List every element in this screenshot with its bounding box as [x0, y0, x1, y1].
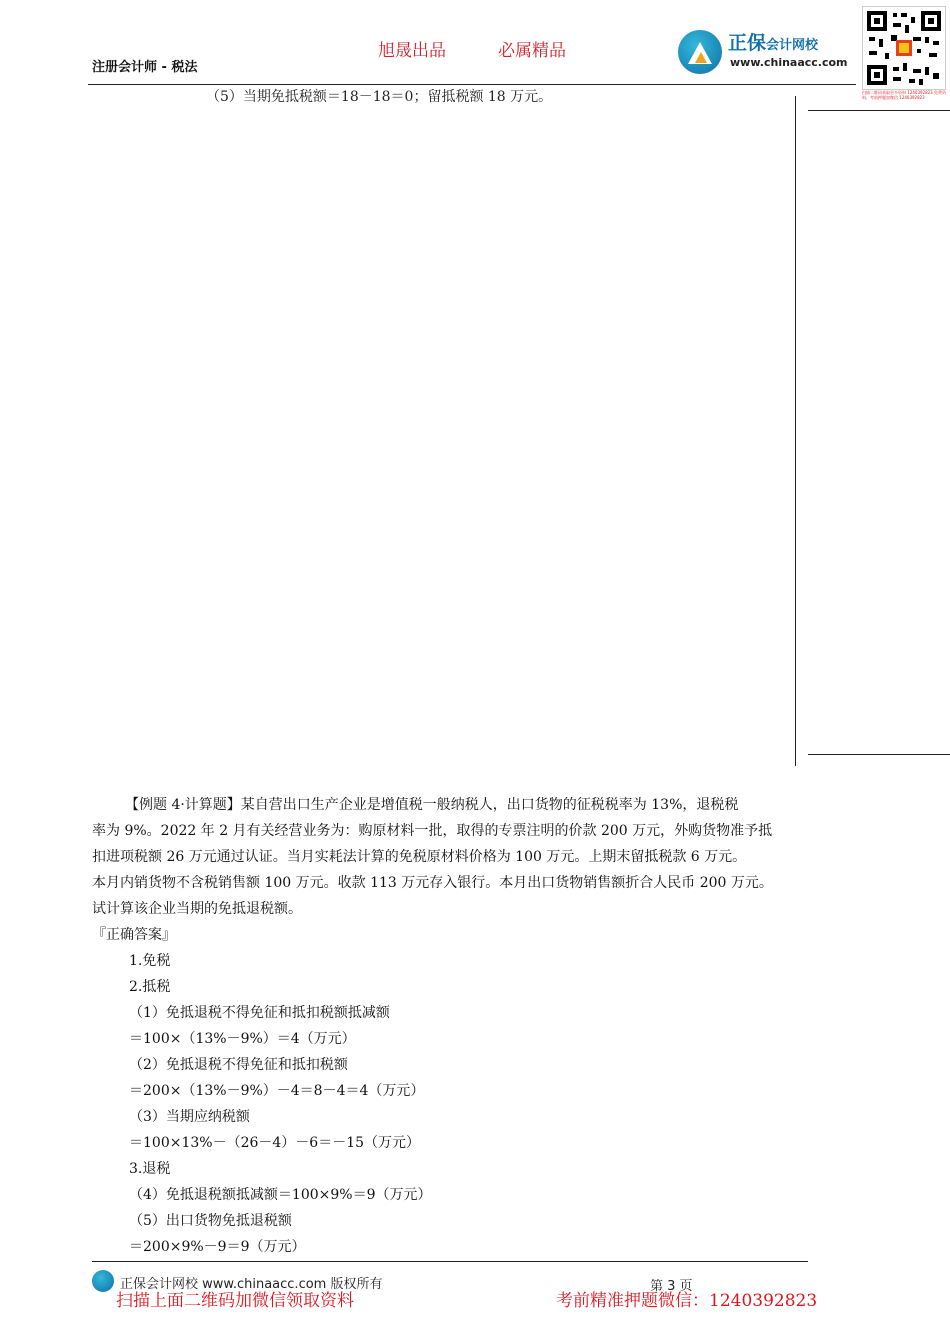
slogan-1: 旭晟出品 — [378, 41, 446, 61]
question-line: 率为 9%。2022 年 2 月有关经营业务为：购原材料一批，取得的专票注明的价款 200 万元，外购货物准予抵 — [92, 823, 773, 839]
page-number: 第 3 页 — [650, 1279, 693, 1294]
question-block — [92, 792, 862, 1260]
qr-code-icon — [862, 6, 946, 90]
answer-line: （3）当期应纳税额 — [129, 1109, 250, 1125]
answer-line: ＝100×（13%－9%）＝4（万元） — [129, 1031, 356, 1047]
course-title: 注册会计师 - 税法 — [92, 60, 198, 75]
margin-rule-bottom — [808, 754, 950, 755]
promo-right: 考前精准押题微信：1240392823 — [556, 1291, 818, 1311]
logo-emblem-icon — [678, 30, 722, 74]
question-line: 试计算该企业当期的免抵退税额。 — [92, 901, 302, 917]
answer-line: （2）免抵退税不得免征和抵扣税额 — [129, 1057, 348, 1073]
answer-label: 『正确答案』 — [92, 927, 176, 943]
question-line: 【例题 4·计算题】某自营出口生产企业是增值税一般纳税人，出口货物的征税税率为 13%，退税税 — [125, 797, 739, 813]
answer-line: ＝100×13%－（26－4）－6＝－15（万元） — [129, 1135, 421, 1151]
answer-line: （5）出口货物免抵退税额 — [129, 1213, 292, 1229]
qr-note: 扫描二维码获取更多资料 1240392823 免费资料，考前押题加微信 1240392823 — [862, 90, 946, 100]
margin-rule-top — [808, 110, 950, 111]
footer-logo-icon — [92, 1270, 114, 1292]
answer-line: ＝200×（13%－9%）－4＝8－4＝4（万元） — [129, 1083, 425, 1099]
answer-line: ＝200×9%－9＝9（万元） — [129, 1239, 306, 1255]
brand-name-sub: 会计网校 — [766, 38, 819, 53]
brand-name-main: 正保 — [728, 32, 767, 54]
brand-name — [728, 28, 818, 55]
footer-copyright: 正保会计网校 www.chinaacc.com 版权所有 — [120, 1277, 383, 1292]
answer-line: 3.退税 — [129, 1161, 171, 1177]
answer-line: （1）免抵退税不得免征和抵扣税额抵减额 — [129, 1005, 390, 1021]
brand-logo — [678, 28, 858, 78]
slogan-2: 必属精品 — [498, 41, 566, 61]
footer-divider — [92, 1261, 808, 1262]
answer-line: 2.抵税 — [129, 979, 171, 995]
question-line: 本月内销货物不含税销售额 100 万元。收款 113 万元存入银行。本月出口货物销售额折合人民币 200 万元。 — [92, 875, 773, 891]
brand-url: www.chinaacc.com — [730, 56, 848, 69]
question-line: 扣进项税额 26 万元通过认证。当月实耗法计算的免税原材料价格为 100 万元。上期末留抵税款 6 万元。 — [92, 849, 747, 865]
carryover-line: （5）当期免抵税额＝18－18＝0；留抵税额 18 万元。 — [206, 89, 553, 105]
answer-line: （4）免抵退税额抵减额＝100×9%＝9（万元） — [129, 1187, 432, 1203]
answer-line: 1.免税 — [129, 953, 171, 969]
margin-vertical-rule — [795, 96, 796, 766]
promo-left: 扫描上面二维码加微信领取资料 — [116, 1291, 354, 1311]
header-divider — [88, 84, 856, 85]
